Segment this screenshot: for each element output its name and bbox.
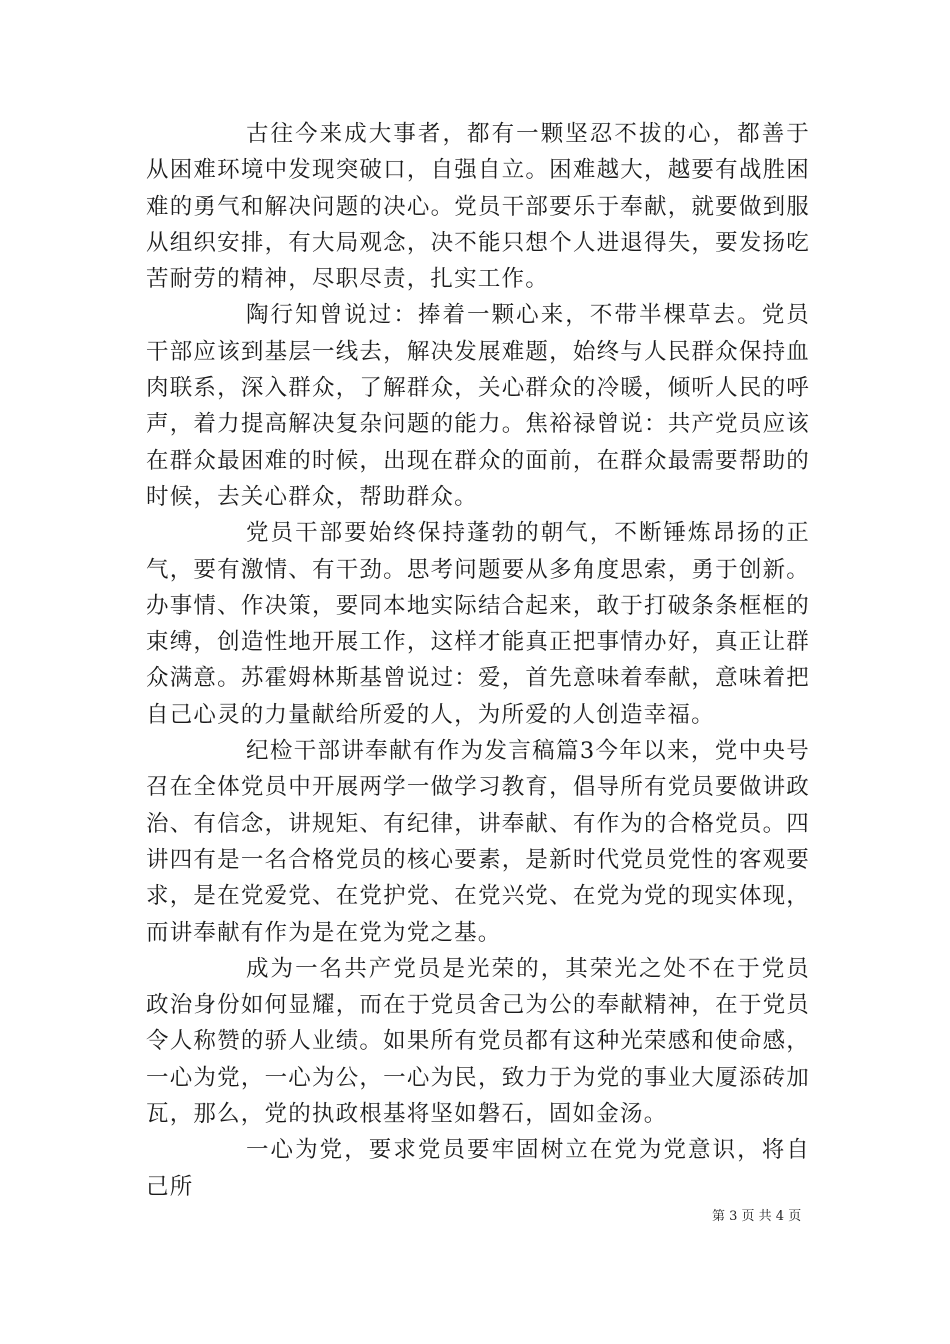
body-text xyxy=(146,116,810,1205)
page-footer: 第 3 页 共 4 页 xyxy=(712,1209,802,1224)
paragraph-4: 纪检干部讲奉献有作为发言稿篇3今年以来，党中央号召在全体党员中开展两学一做学习教育，倡导所有党员要做讲政治、有信念，讲规矩、有纪律，讲奉献、有作为的合格党员。四讲四有是一名合格党员的核心要素，是新时代党员党性的客观要求，是在党爱党、在党护党、在党兴党、在党为党的现实体现，而讲奉献有作为是在党为党之基。 xyxy=(146,738,810,946)
paragraph-1: 古往今来成大事者，都有一颗坚忍不拔的心，都善于从困难环境中发现突破口，自强自立。困难越大，越要有战胜困难的勇气和解决问题的决心。党员干部要乐于奉献，就要做到服从组织安排，有大局观念，决不能只想个人进退得失，要发扬吃苦耐劳的精神，尽职尽责，扎实工作。 xyxy=(146,121,810,293)
paragraph-3: 党员干部要始终保持蓬勃的朝气，不断锤炼昂扬的正气，要有激情、有干劲。思考问题要从多角度思索，勇于创新。办事情、作决策，要同本地实际结合起来，敢于打破条条框框的束缚，创造性地开展工作，这样才能真正把事情办好，真正让群众满意。苏霍姆林斯基曾说过：爱，首先意味着奉献，意味着把自己心灵的力量献给所爱的人，为所爱的人创造幸福。 xyxy=(146,520,810,728)
paragraph-2: 陶行知曾说过：捧着一颗心来，不带半棵草去。党员干部应该到基层一线去，解决发展难题，始终与人民群众保持血肉联系，深入群众，了解群众，关心群众的冷暖，倾听人民的呼声，着力提高解决复杂问题的能力。焦裕禄曾说：共产党员应该在群众最困难的时候，出现在群众的面前，在群众最需要帮助的时候，去关心群众，帮助群众。 xyxy=(146,302,810,510)
paragraph-5: 成为一名共产党员是光荣的，其荣光之处不在于党员政治身份如何显耀，而在于党员舍己为公的奉献精神，在于党员令人称赞的骄人业绩。如果所有党员都有这种光荣感和使命感，一心为党，一心为公，一心为民，致力于为党的事业大厦添砖加瓦，那么，党的执政根基将坚如磐石，固如金汤。 xyxy=(146,955,810,1128)
paragraph-6: 一心为党，要求党员要牢固树立在党为党意识，将自己所 xyxy=(146,1137,810,1200)
